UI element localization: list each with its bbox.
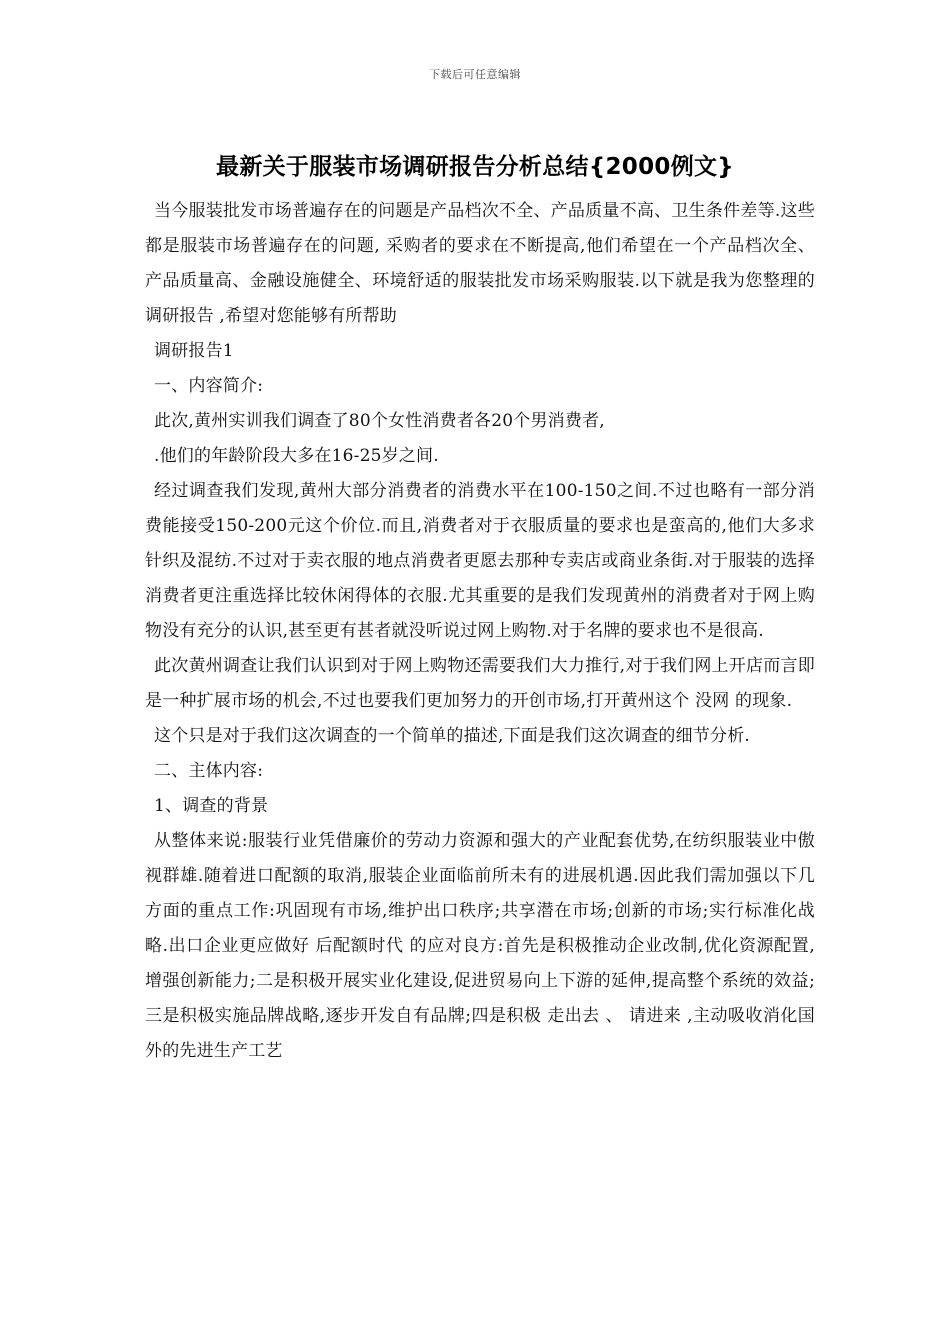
header-note: 下载后可任意编辑 xyxy=(429,68,521,81)
document-body xyxy=(145,194,815,1069)
paragraph-background-heading: 1、调查的背景 xyxy=(154,796,269,816)
paragraph-survey-sample: 此次,黄州实训我们调查了80个女性消费者各20个男消费者, xyxy=(154,411,605,431)
paragraph-section-two-heading: 二、主体内容: xyxy=(154,761,264,781)
paragraph-intro: 当今服装批发市场普遍存在的问题是产品档次不全、产品质量不高、卫生条件差等.这些都是服装市场普遍存在的问题, 采购者的要求在不断提高,他们希望在一个产品档次全、产品质量高、金融设施健全、环境舒适的服装批发市场采购服装.以下就是我为您整理的 调研报告 ,希望对您能够有所帮助 xyxy=(145,201,815,326)
paragraph-background: 从整体来说:服装行业凭借廉价的劳动力资源和强大的产业配套优势,在纺织服装业中傲视群雄.随着进口配额的取消,服装企业面临前所未有的进展机遇.因此我们需加强以下几方面的重点工作:巩固现有市场,维护出口秩序;共享潜在市场;创新的市场;实行标准化战略.出口企业更应做好 后配额时代 的应对良方:首先是积极推动企业改制,优化资源配置,增强创新能力;二是积极开展实业化建设,促进贸易向上下游的延伸,提高整个系统的效益;三是积极实施品牌战略,逐步开发自有品牌;四是积极 走出去 、 请进来 ,主动吸收消化国外的先进生产工艺 xyxy=(145,831,815,1061)
paragraph-online-shopping: 此次黄州调查让我们认识到对于网上购物还需要我们大力推行,对于我们网上开店而言即是一种扩展市场的机会,不过也要我们更加努力的开创市场,打开黄州这个 没网 的现象. xyxy=(145,656,815,711)
document-title: 最新关于服装市场调研报告分析总结{2000例文} xyxy=(216,154,734,180)
paragraph-report-heading: 调研报告1 xyxy=(154,341,234,361)
paragraph-age-range: .他们的年龄阶段大多在16-25岁之间. xyxy=(154,446,439,466)
paragraph-summary: 这个只是对于我们这次调查的一个简单的描述,下面是我们这次调查的细节分析. xyxy=(154,726,751,746)
paragraph-section-one-heading: 一、内容简介: xyxy=(154,376,264,396)
paragraph-findings: 经过调查我们发现,黄州大部分消费者的消费水平在100-150之间.不过也略有一部分消费能接受150-200元这个价位.而且,消费者对于衣服质量的要求也是蛮高的,他们大多求针织及混纺.不过对于卖衣服的地点消费者更愿去那种专卖店或商业条街.对于服装的选择消费者更注重选择比较休闲得体的衣服.尤其重要的是我们发现黄州的消费者对于网上购物没有充分的认识,甚至更有甚者就没听说过网上购物.对于名牌的要求也不是很高. xyxy=(145,481,815,641)
